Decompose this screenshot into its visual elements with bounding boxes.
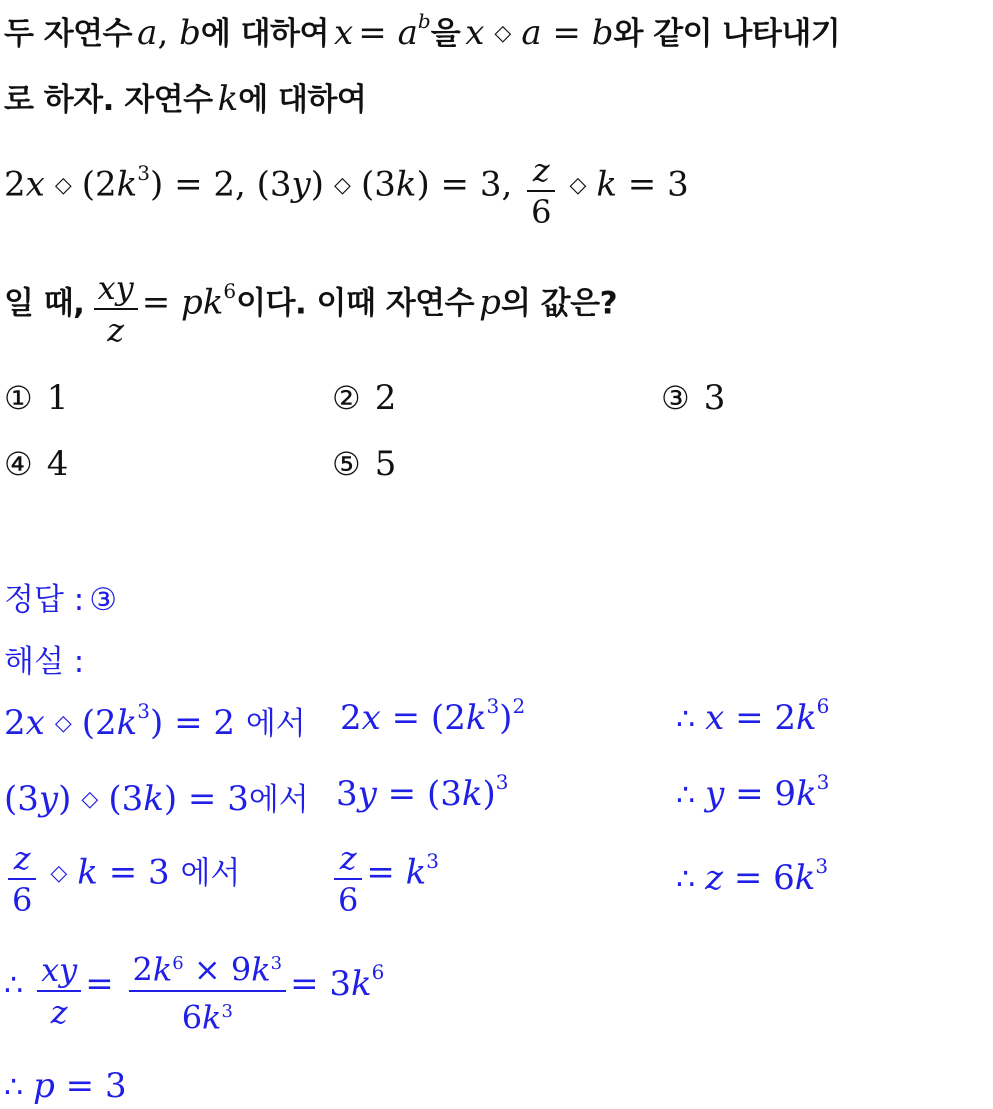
fraction-xy-over-z: $\frac{xy}{z}$ [37, 950, 81, 1032]
math-expression: x [334, 13, 354, 53]
choice-mark: ⑤ [332, 445, 361, 483]
problem-text: 두 자연수 [4, 16, 133, 52]
math-var-b: b [179, 13, 201, 53]
therefore-symbol: ∴ [4, 968, 24, 1004]
solution-row-1-result: ∴ x = 2k6 [676, 694, 830, 738]
choice-mark: ③ [661, 379, 690, 417]
math-exponent: b [417, 9, 431, 33]
math-equals: = [541, 13, 592, 53]
problem-text: 로 하자. 자연수 [4, 82, 213, 118]
problem-text: 일 때, [4, 285, 85, 322]
diamond-operator: ◇ [334, 172, 351, 198]
fraction-product: $\frac{2k^6 \times 9k^3}{6k^3}$ [129, 944, 287, 1037]
math-equals: = [358, 13, 398, 53]
diamond-operator: ◇ [494, 21, 512, 46]
choice-value: 3 [703, 378, 726, 418]
math-var-k: k [217, 79, 239, 119]
choice-value: 2 [374, 378, 397, 418]
from-text: 에서 [245, 706, 306, 742]
choice-value: 1 [46, 378, 69, 418]
explanation-label: 해설 : [4, 644, 85, 680]
explanation-label-line [4, 636, 84, 681]
fraction-z-over-6: $\frac{z}{6}$ [334, 838, 362, 920]
math-var-p: p [479, 282, 501, 323]
solution-row-4: ∴ $\frac{xy}{z}$ = $\frac{2k^6 \times 9k^3}{6k^3}$ = 3k6 [4, 944, 384, 1037]
fraction-z-over-6: $\frac{z}{6}$ [527, 150, 555, 232]
choice-5[interactable] [332, 444, 396, 484]
therefore-symbol: ∴ [676, 862, 696, 897]
answer-label: 정답 : [4, 582, 85, 618]
from-text: 에서 [248, 782, 309, 818]
fraction-xy-over-z: $\frac{xy}{z}$ [94, 268, 138, 350]
math-expression: a [521, 13, 542, 53]
solution-row-3-middle: $\frac{z}{6}$ = k3 [330, 838, 439, 920]
answer-value: ③ [89, 582, 118, 618]
choice-1[interactable] [4, 378, 68, 418]
therefore-symbol: ∴ [4, 1070, 24, 1105]
diamond-operator: ◇ [54, 172, 72, 198]
solution-row-1-middle: 2x = (2k3)2 [340, 694, 526, 738]
solution-row-3: $\frac{z}{6}$ ◇ k = 3 에서 [4, 838, 240, 920]
problem-text: 의 값은? [500, 285, 618, 322]
fraction-z-over-6: $\frac{z}{6}$ [8, 838, 36, 920]
math-expression: x [465, 13, 485, 53]
problem-line-1 [4, 8, 840, 53]
choice-mark: ④ [4, 445, 33, 483]
problem-text: 이다. 이때 자연수 [236, 285, 475, 322]
solution-row-5: ∴ p = 3 [4, 1066, 127, 1106]
problem-line-4: 일 때, $\frac{xy}{z}$ = pk6이다. 이때 자연수 p의 값은? [4, 269, 618, 349]
answer-line [4, 574, 117, 619]
math-expression: b [591, 13, 614, 53]
choice-4[interactable] [4, 444, 68, 484]
problem-line-2 [4, 74, 366, 119]
problem-text: 에 대하여 [238, 82, 367, 118]
from-text: 에서 [180, 855, 241, 892]
solution-row-2: (3y) ◇ (3k) = 3에서 [4, 779, 309, 819]
problem-text: 에 대하여 [200, 16, 329, 52]
solution-row-3-result: ∴ z = 6k3 [676, 854, 829, 898]
diamond-operator: ◇ [569, 172, 587, 198]
solution-row-2-middle: 3y = (3k)3 [336, 770, 509, 814]
condition-equations: 2x ◇ (2k3) = 2, (3y) ◇ (3k) = 3, $\frac{z}{6}$ ◇ k = 3 [4, 151, 689, 231]
therefore-symbol: ∴ [676, 778, 696, 813]
choice-value: 5 [374, 444, 397, 484]
choice-3[interactable] [661, 378, 725, 418]
solution-row-1: 2x ◇ (2k3) = 2 에서 [4, 699, 306, 743]
math-var-a: a [137, 13, 158, 53]
choice-2[interactable] [332, 378, 396, 418]
math-expression: a [397, 13, 418, 53]
choice-value: 4 [46, 444, 69, 484]
math-comma: , [157, 13, 180, 53]
therefore-symbol: ∴ [676, 702, 696, 737]
choice-mark: ① [4, 379, 33, 417]
problem-text: 와 같이 나타내기 [613, 16, 841, 52]
problem-text: 을 [430, 16, 461, 52]
solution-row-2-result: ∴ y = 9k3 [676, 770, 830, 814]
choice-mark: ② [332, 379, 361, 417]
